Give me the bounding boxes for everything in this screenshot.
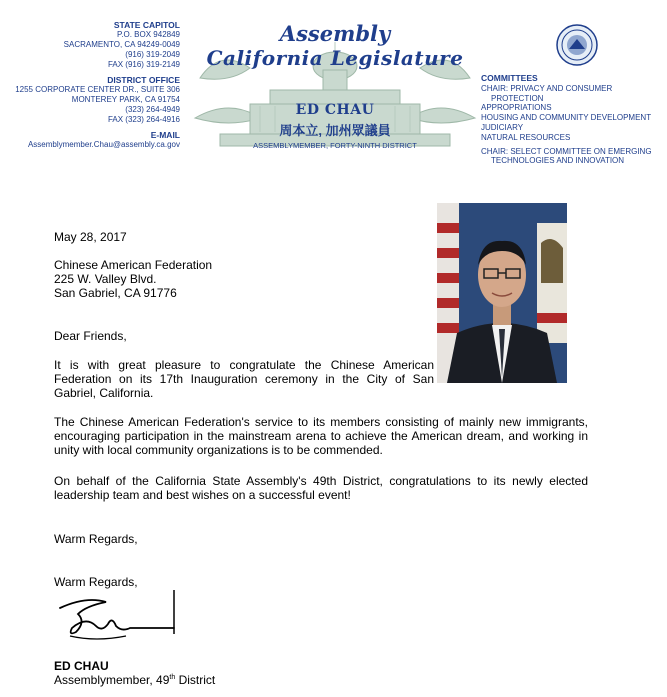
recipient-line: 225 W. Valley Blvd. <box>54 272 157 286</box>
letter-date: May 28, 2017 <box>54 230 127 244</box>
committee-chair-cont: PROTECTION <box>491 93 544 103</box>
capitol-line: SACRAMENTO, CA 94249-0049 <box>63 40 180 49</box>
state-seal-icon <box>556 24 598 66</box>
district-line: FAX (323) 264-4916 <box>107 115 180 124</box>
recipient-address <box>54 258 212 300</box>
email-heading: E-MAIL <box>150 130 180 140</box>
district-heading: DISTRICT OFFICE <box>107 75 180 85</box>
committee-chair: CHAIR: PRIVACY AND CONSUMER <box>481 83 613 93</box>
paragraph-3: On behalf of the California State Assembly's 49th District, congratulations to its newly elected leadership team and best wishes on a successful event! <box>54 474 588 502</box>
committees-list <box>481 74 667 166</box>
capitol-line: FAX (916) 319-2149 <box>107 60 180 69</box>
email-address[interactable]: Assemblymember.Chau@assembly.ca.gov <box>27 140 180 149</box>
salutation: Dear Friends, <box>54 329 127 343</box>
title-line-1: Assembly <box>279 21 391 46</box>
member-district: ASSEMBLYMEMBER, FORTY-NINTH DISTRICT <box>253 141 417 150</box>
committee-item: APPROPRIATIONS <box>481 103 552 113</box>
committee-item: HOUSING AND COMMUNITY DEVELOPMENT <box>481 113 652 123</box>
title-line-2: California Legislature <box>206 46 464 70</box>
district-line: 1255 CORPORATE CENTER DR., SUITE 306 <box>15 85 180 94</box>
committees-heading: COMMITTEES <box>481 73 538 83</box>
letterhead-contact <box>0 20 180 150</box>
closing-1: Warm Regards, <box>54 532 138 546</box>
portrait-photo <box>437 203 567 383</box>
capitol-heading: STATE CAPITOL <box>113 20 180 30</box>
paragraph-1: It is with great pleasure to congratulate the Chinese American Federation on its 17th Inauguration ceremony in the City of San Gabriel, California. <box>54 358 434 400</box>
signer-name: ED CHAU <box>54 659 109 673</box>
district-line: MONTEREY PARK, CA 91754 <box>71 95 180 104</box>
capitol-line: P.O. BOX 942849 <box>116 30 180 39</box>
select-committee-cont: TECHNOLOGIES AND INNOVATION <box>491 156 625 166</box>
letterhead-title <box>205 22 465 70</box>
member-chinese-name: 周本立, 加州眾議員 <box>279 123 391 138</box>
handwritten-signature <box>56 586 176 646</box>
capitol-line: (916) 319-2049 <box>125 50 180 59</box>
signer-title: Assemblymember, 49th District <box>54 673 216 687</box>
recipient-line: San Gabriel, CA 91776 <box>54 286 177 300</box>
district-line: (323) 264-4949 <box>125 105 180 114</box>
committee-item: NATURAL RESOURCES <box>481 132 571 142</box>
recipient-line: Chinese American Federation <box>54 258 213 272</box>
closing-2: Warm Regards, <box>54 575 138 589</box>
select-committee: CHAIR: SELECT COMMITTEE ON EMERGING <box>481 146 652 156</box>
member-name: ED CHAU <box>295 102 375 118</box>
committee-item: JUDICIARY <box>481 122 524 132</box>
paragraph-2: The Chinese American Federation's service to its members consisting of mainly new immigrants, encouraging participation in the mainstream arena to achieve the American dream, and working in unity with local community organizations is to be commended. <box>54 415 588 457</box>
